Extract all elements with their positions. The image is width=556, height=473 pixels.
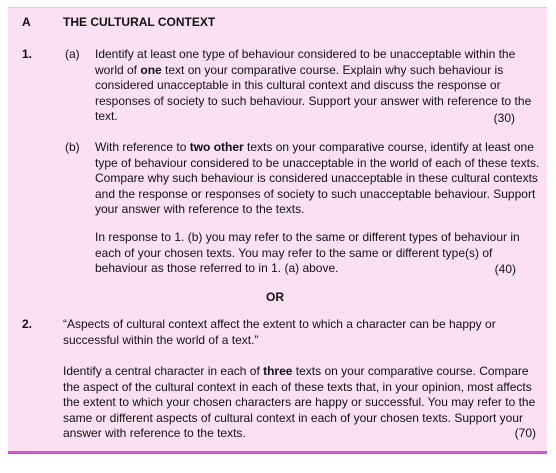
question-panel: [8, 7, 547, 454]
question-1b-emphasis: two other: [189, 140, 244, 154]
question-1a-marks: (30): [493, 111, 515, 125]
question-1b-text: With reference to two other texts on your comparative course, identify at least one type of behaviour considered to be unacceptable in the world of each of these texts. Compare why such behaviour is considered unacceptable in these cultural contexts and the response or responses of society to such unacceptable behaviour. Support your answer with reference to the texts.: [95, 140, 540, 217]
question-2-quote: “Aspects of cultural context affect the extent to which a character can be happy or successful within the world of a text.”: [63, 317, 496, 347]
question-1a-text: Identify at least one type of behaviour considered to be unacceptable within the world of one text on your comparative course. Explain why such behaviour is considered unacceptable in this cultural context and discuss the response or responses of society to such behaviour. Support your answer with reference to the text.: [95, 47, 532, 124]
question-1b-marks: (40): [494, 262, 516, 276]
question-2-emphasis: three: [263, 364, 293, 378]
question-1b-label: (b): [65, 140, 80, 154]
section-letter: A: [22, 15, 31, 29]
question-2-text: Identify a central character in each of three texts on your comparative course. Compare the aspect of the cultural context in each of these texts that, in your opinion, most affects the extent to which your chosen characters are happy or successful. You may refer to the same or different aspects of cultural context in each of your chosen texts. Support your answer with reference to the texts.: [63, 364, 536, 441]
section-title: THE CULTURAL CONTEXT: [63, 15, 216, 29]
or-separator: OR: [266, 290, 284, 304]
top-divider: [8, 7, 547, 8]
question-2-number: 2.: [22, 317, 33, 331]
question-1b-note: In response to 1. (b) you may refer to the same or different types of behaviour in each of your chosen texts. You may refer to the same or different type(s) of behaviour as those referred to in 1. (a) above.: [95, 230, 520, 276]
question-2-marks: (70): [514, 426, 536, 440]
question-1a-label: (a): [65, 47, 80, 61]
question-1-number: 1.: [22, 47, 33, 61]
question-1a-emphasis: one: [140, 62, 162, 77]
